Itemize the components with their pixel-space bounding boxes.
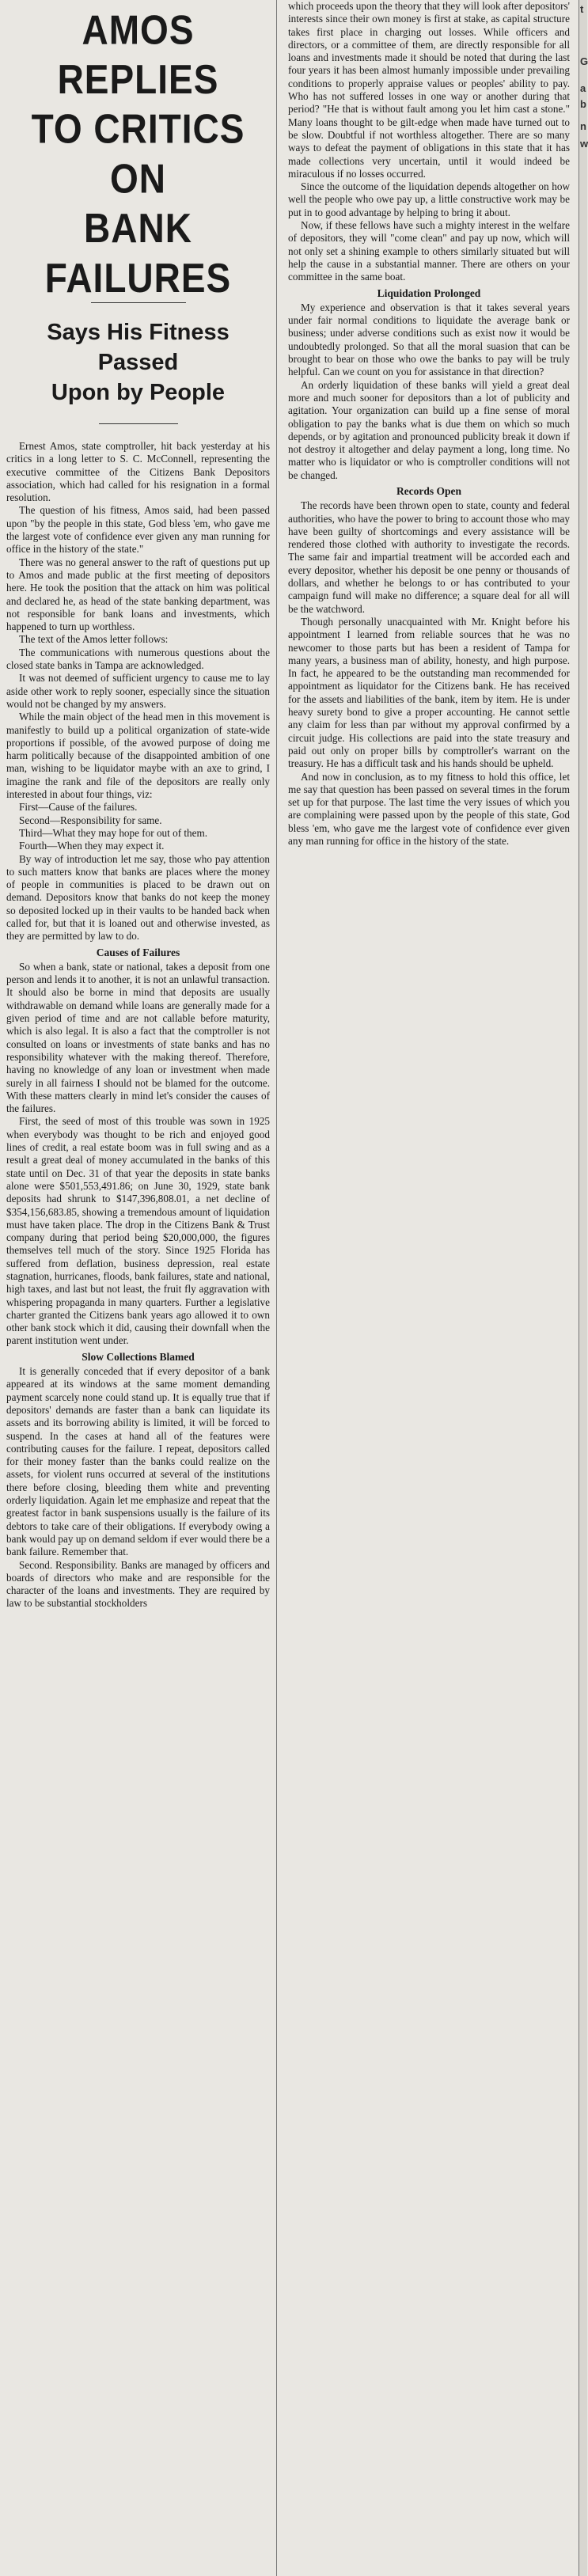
edge-letter: n xyxy=(580,120,586,132)
paragraph: The records have been thrown open to state, county and federal authorities, who have the power to bring to account those who may have been guilty of shortcomings and every assistance will be rendered those clothed with authority to investigate the records. The same fair and impartial treatment will be accorded each and every depositor, whether his deposit be one penny or thousands of dollars, and whether he belongs to or has contributed to your campaign fund will make no difference; a square deal for all will be the watchword. xyxy=(288,499,570,615)
edge-letter: G xyxy=(580,55,588,67)
paragraph: Though personally unacquainted with Mr. Knight before his appointment I learned from reliable sources that he was no newcomer to those parts but has been a resident of Tampa for many years, a business man of ability, honesty, and high purpose. In fact, he appeared to be the outstanding man recommended for appointment as liquidator for the Citizens bank. He has received for the assets and liabilities of the bank, item by item. He is under heavy surety bond to give a proper accounting. He cannot settle any claim for less than par without my approval confirmed by a circuit judge. His collections are paid into the state treasury and paid out only on proper bills by comptroller's warrant on the treasury. He has a difficult task and his hands should be upheld. xyxy=(288,615,570,770)
paragraph: Fourth—When they may expect it. xyxy=(19,840,165,852)
paragraph: Now, if these fellows have such a mighty interest in the welfare of depositors, they will "come clean" and pay up now, which will not only set a shining example to others similarly situated but will help the cause in a substantial manner. There are others on your committee in the same boat. xyxy=(288,219,570,283)
deck-line: Upon by People xyxy=(51,380,226,405)
headline-line: AMOS REPLIES xyxy=(57,6,219,103)
edge-letter: b xyxy=(580,98,586,110)
paragraph: It is generally conceded that if every depositor of a bank appeared at its windows at the same moment demanding payment scarcely none could stand up. It is equally true that if depositors' demands are faster than a bank can liquidate its assets and its borrowing ability is limited, it will be forced to suspend. In the cases at hand all of the features were contributing causes for the failure. I repeat, depositors called for their money faster than the banks could realize on the assets, for violent runs occurred at several of the institutions there before closing, bleeding them white and preventing orderly liquidation. Again let me emphasize and repeat that the greatest factor in bank suspensions usually is the failure of its debtors to take care of their obligations. If everybody owing a bank would pay up on demand seldom if ever would there be a bank failure. Remember that. xyxy=(6,1365,270,1558)
paragraph: Ernest Amos, state comptroller, hit back yesterday at his critics in a long letter to S. C. McConnell, representing the executive committee of the Citizens Bank Depositors association, which had called for his resignation in a formal resolution. xyxy=(6,440,270,504)
paragraph: First—Cause of the failures. xyxy=(19,801,138,814)
deck-line: Says His Fitness Passed xyxy=(47,320,230,375)
edge-letter: w xyxy=(580,138,588,150)
adjacent-column-edge xyxy=(579,0,587,2576)
paragraph: While the main object of the head men in this movement is manifestly to build up a political organization of state-wide proportions if possible, of the avowed purpose of doing me harm politically because of the disappointed ambition of one man, wishing to be liquidator maybe with an axe to grind, I imagine the rank and file of the depositors are really only interested in about four things, viz: xyxy=(6,711,270,801)
paragraph: And now in conclusion, as to my fitness to hold this office, let me say that question has been passed on several times in the forum set up for that purpose. The last time the very issues of which you are complaining were passed upon by the people of this state, God bless 'em, who gave me the largest vote of confidence ever given any man running for office in the history of the state. xyxy=(288,770,570,847)
paragraph: Since the outcome of the liquidation depends altogether on how well the people who owe pay up, a little constructive work may be put in to good advantage by helping to bring it about. xyxy=(288,180,570,218)
paragraph: Third—What they may hope for out of them. xyxy=(19,826,208,839)
paragraph: It was not deemed of sufficient urgency to cause me to lay aside other work to reply sooner, especially since the situation would not be changed by my answers. xyxy=(6,672,270,710)
left-column xyxy=(3,0,275,1610)
paragraph: The communications with numerous questions about the closed state banks in Tampa are acknowledged. xyxy=(6,646,270,672)
subhead: Liquidation Prolonged xyxy=(377,286,481,299)
headline-line: TO CRITICS ON xyxy=(31,105,245,202)
headline-line: BANK FAILURES xyxy=(44,205,232,302)
paragraph: Second—Responsibility for same. xyxy=(19,814,162,826)
paragraph: The question of his fitness, Amos said, had been passed upon "by the people in this state, God bless 'em, who gave me the largest vote of confidence ever given any man running for office in the history of the state." xyxy=(6,504,270,556)
right-column xyxy=(280,0,575,848)
paragraph: My experience and observation is that it takes several years under fair normal conditions to liquidate the average bank or business; under adverse conditions such as exist now it would be undoubtedly prolonged. So that all the moral suasion that can be brought to bear on those who owe the banks to pay will be truly helpful. Can we count on you for assistance in that direction? xyxy=(288,301,570,378)
paragraph: The text of the Amos letter follows: xyxy=(19,633,169,646)
column-rule xyxy=(276,0,277,2576)
subhead: Slow Collections Blamed xyxy=(82,1350,195,1363)
headline xyxy=(6,5,270,302)
paragraph: By way of introduction let me say, those who pay attention to such matters know that banks are places where the money of people in communities is placed to be drawn out on demand. Depositors know that banks do not keep the money so deposited locked up in their vaults to be handed back when called for, but that it is loaned out and otherwise invested, as they are permitted by law to do. xyxy=(6,852,270,943)
paragraph: There was no general answer to the raft of questions put up to Amos and made public at the first meeting of depositors here. He took the position that the attack on him was political and declared he, as head of the state banking department, was not responsible for bank loans and investments, which happened to turn up worthless. xyxy=(6,556,270,633)
paragraph: Second. Responsibility. Banks are managed by officers and boards of directors who make and are responsible for the character of the loans and investments. They are required by law to be substantial stockholders xyxy=(6,1558,270,1610)
paragraph: First, the seed of most of this trouble was sown in 1925 when everybody was thought to be rich and enjoyed good lines of credit, a real estate boom was in full swing and as a result a great deal of money accumulated in the banks of this state until on Dec. 31 of that year the deposits in state banks alone were $501,553,491.86; on June 30, 1929, state bank deposits had shrunk to $147,396,808.01, a net decline of $354,156,683.85, showing a tremendous amount of liquidation must have taken place. The drop in the Citizens Bank & Trust company during that period being $20,000,000, the figures themselves tell much of the story. Since 1925 Florida has suffered from deflation, business depression, real estate stagnation, hurricanes, floods, bank failures, state and national, high taxes, and last but not least, the fruit fly aggravation with whispering propaganda in many quarters. Further a legislative charter granted the Citizens bank years ago allowed it to own other bank stock which it did, causing their downfall when the parent institution went under. xyxy=(6,1115,270,1347)
edge-letter: t xyxy=(580,3,584,15)
edge-letter: a xyxy=(580,82,586,94)
paragraph: which proceeds upon the theory that they will look after depositors' interests since their own money is first at stake, as capital structure takes first place in charging out losses. While officers and directors, or a committee of them, are directly responsible for all loans and investments made it should be noted that during the last four years it has been almost humanly impossible under prevailing conditions to properly appraise values or peoples' ability to pay. Who has not suffered losses in one way or another during that period? "He that is without fault among you let him cast a stone." Many loans thought to be gilt-edge when made have turned out to be slow. Doubtful if not worthless altogether. There are so many ways to defeat the payment of obligations in this state that it has made collections very uncertain, until it would indeed be miraculous if no losses occurred. xyxy=(288,0,570,180)
subhead: Records Open xyxy=(396,484,462,497)
paragraph: So when a bank, state or national, takes a deposit from one person and lends it to another, it is not an unlawful transaction. It should also be borne in mind that deposits are usually withdrawable on demand while loans are generally made for a given period of time and are not callable before maturity, which is also legal. It is also a fact that the comptroller is not consulted on loans or investments of state banks and has no responsibility whatever with the making thereof. Therefore, having no knowledge of any loan or investment when made surely in all fairness I should not be blamed for the outcome. With these matters clearly in mind let's consider the causes of the failures. xyxy=(6,960,270,1115)
paragraph: An orderly liquidation of these banks will yield a great deal more and much sooner for depositors than a lot of publicity and agitation. Your organization can build up a fine sense of moral obligation to pay the banks what is due them on which so much depends, or by agitation and pronounced publicity break it down if not destroy it altogether and delay payment a long, long time. No matter who is liquidator or who is comptroller conditions will not be changed. xyxy=(288,378,570,481)
divider xyxy=(99,423,178,424)
subhead: Causes of Failures xyxy=(96,946,180,958)
deck xyxy=(6,317,270,408)
